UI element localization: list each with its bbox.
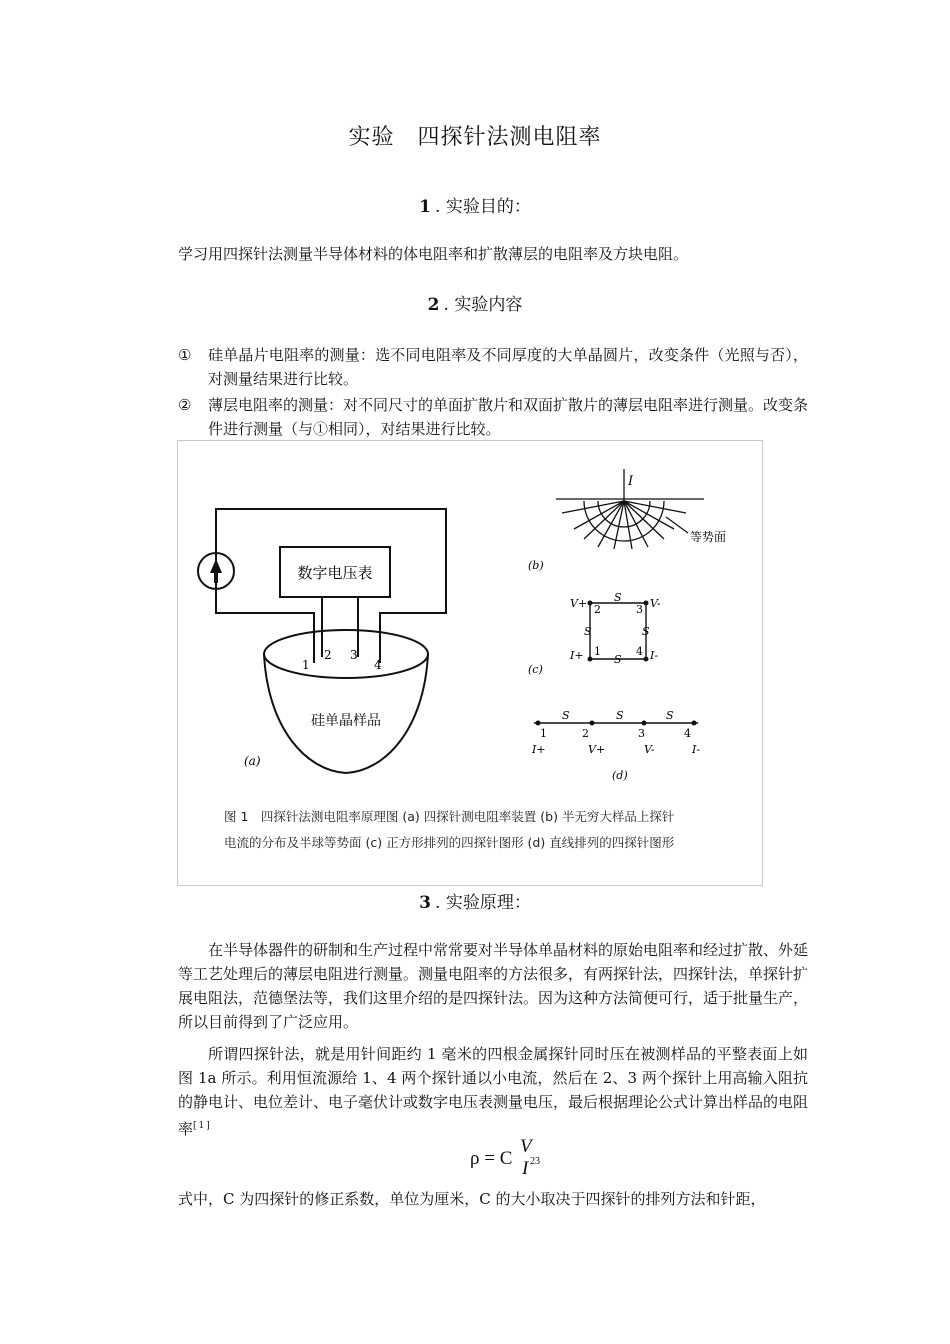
svg-text:4: 4: [684, 727, 691, 740]
svg-text:2: 2: [582, 727, 589, 740]
s-label: S: [614, 653, 622, 666]
probe-label: 2: [324, 648, 332, 662]
section-number: 3: [419, 893, 432, 913]
svg-text:S: S: [666, 709, 674, 722]
formula-numerator: V: [520, 1136, 532, 1157]
svg-text:S: S: [616, 709, 624, 722]
content-item: [178, 393, 808, 441]
s-label: S: [642, 625, 650, 638]
formula-subscript: 23: [530, 1156, 540, 1167]
svg-text:V-: V-: [644, 743, 655, 756]
principle-paragraph-2: [178, 1042, 808, 1141]
item-marker: ①: [178, 346, 192, 364]
panel-label-c: (c): [528, 663, 543, 676]
arrow-icon: [210, 559, 222, 583]
section-number: 2: [427, 295, 440, 315]
figure-caption-line1: 图 1 四探针法测电阻率原理图 (a) 四探针测电阻率装置 (b) 半无穷大样品上探针: [224, 809, 675, 824]
s-label: S: [614, 591, 622, 604]
vminus-label: V-: [650, 597, 661, 610]
formula-denominator: I: [522, 1158, 529, 1179]
panel-label-b: (b): [528, 559, 544, 572]
section-heading-purpose: 1 . 实验目的：: [419, 197, 531, 217]
section-label: 实验内容: [454, 295, 523, 315]
iminus-label: I-: [650, 649, 659, 662]
svg-text:3: 3: [638, 727, 645, 740]
panel-label-a: (a): [244, 754, 261, 768]
current-label: I: [628, 474, 634, 489]
item-text: 薄层电阻率的测量：对不同尺寸的单面扩散片和双面扩散片的薄层电阻率进行测量。改变条件进行测量（与①相同），对结果进行比较。: [208, 396, 809, 438]
svg-text:1: 1: [594, 645, 601, 658]
sample-top: [264, 630, 428, 678]
figure-1: [177, 440, 763, 886]
sample-label: 硅单晶样品: [311, 713, 381, 729]
item-text: 硅单晶片电阻率的测量：选不同电阻率及不同厚度的大单晶圆片，改变条件（光照与否），对测量结果进行比较。: [208, 346, 808, 388]
principle-paragraph-3: 式中，C 为四探针的修正系数，单位为厘米，C 的大小取决于四探针的排列方法和针距，: [178, 1190, 766, 1208]
voltmeter-label: 数字电压表: [297, 564, 373, 582]
svg-text:V+: V+: [588, 743, 606, 756]
svg-text:3: 3: [636, 603, 643, 616]
vplus-label: V+: [570, 597, 588, 610]
formula-lhs: ρ = C: [470, 1148, 513, 1169]
probe-label: 1: [302, 658, 310, 672]
purpose-text: 学习用四探针法测量半导体材料的体电阻率和扩散薄层的电阻率及方块电阻。: [178, 245, 689, 263]
section-heading-principle: 3 . 实验原理：: [419, 893, 531, 913]
section-heading-content: 2 . 实验内容: [427, 295, 523, 315]
svg-text:1: 1: [540, 727, 547, 740]
svg-text:I+: I+: [532, 743, 546, 756]
principle-paragraph-1: 在半导体器件的研制和生产过程中常常要对半导体单晶材料的原始电阻率和经过扩散、外延等工艺处理后的薄层电阻进行测量。测量电阻率的方法很多，有两探针法，四探针法，单探针扩展电阻法，范德堡法等，我们这里介绍的是四探针法。因为这种方法简便可行，适于批量生产，所以目前得到了广泛应用。: [178, 941, 809, 1031]
figure-caption-line2: 电流的分布及半球等势面 (c) 正方形排列的四探针图形 (d) 直线排列的四探针图形: [224, 835, 675, 850]
citation: [1]: [193, 1121, 212, 1131]
equipotential-label: 等势面: [690, 530, 727, 544]
probe-label: 4: [374, 658, 382, 672]
panel-label-d: (d): [612, 769, 628, 782]
probe-label: 3: [350, 648, 358, 662]
page-title: 实验 四探针法测电阻率: [348, 125, 602, 150]
svg-text:I-: I-: [692, 743, 701, 756]
svg-text:4: 4: [636, 645, 643, 658]
item-marker: ②: [178, 396, 192, 414]
section-label: 实验原理：: [445, 893, 531, 913]
paragraph-text: 所谓四探针法，就是用针间距约 1 毫米的四根金属探针同时压在被测样品的平整表面上如图 1a 所示。利用恒流源给 1、4 两个探针通以小电流，然后在 2、3 两个探针上用高输入阻抗的静电计、电位差计、电子毫伏计或数字电压表测量电压，最后根据理论公式计算出样品的电阻率: [178, 1045, 809, 1138]
section-number: 1: [419, 197, 432, 217]
svg-text:S: S: [562, 709, 570, 722]
current-wire-2: [216, 593, 314, 631]
svg-text:2: 2: [594, 603, 601, 616]
content-item: [178, 343, 808, 391]
iplus-label: I+: [570, 649, 584, 662]
section-label: 实验目的：: [445, 197, 531, 217]
s-label: S: [584, 625, 592, 638]
